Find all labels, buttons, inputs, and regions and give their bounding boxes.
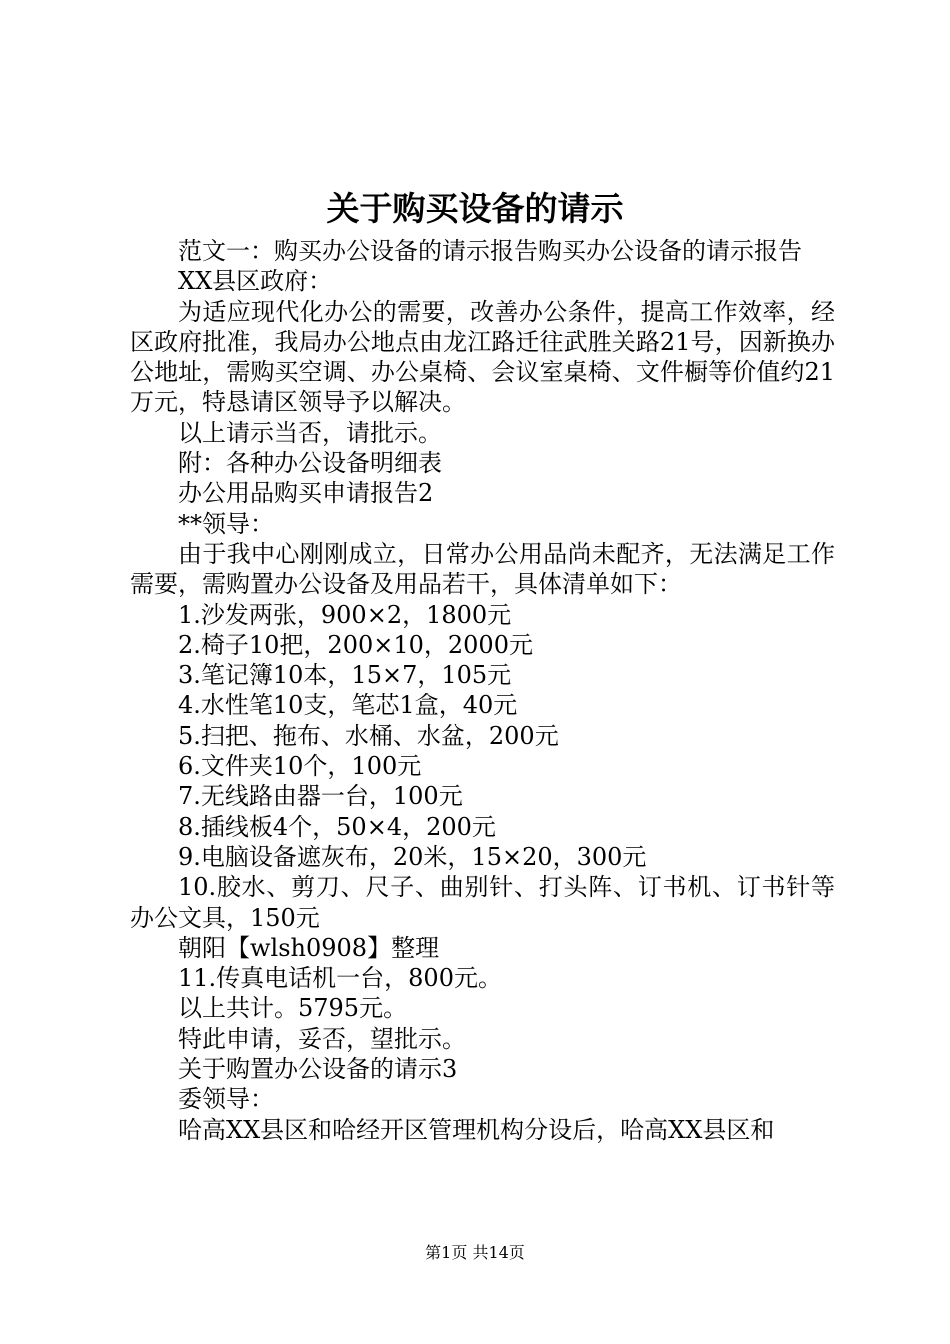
paragraph-intro: 范文一：购买办公设备的请示报告购买办公设备的请示报告	[178, 237, 802, 265]
paragraph-approval: 以上请示当否，请批示。	[178, 418, 442, 447]
document-body	[130, 236, 835, 1145]
paragraph-attachment: 附：各种办公设备明细表	[178, 449, 442, 478]
list-item: 4.水性笔10支，笔芯1盒，40元	[178, 691, 518, 720]
paragraph-addressee-3: 委领导：	[178, 1085, 274, 1114]
paragraph-request: 为适应现代化办公的需要，改善办公条件，提高工作效率，经区政府批准，我局办公地点由龙江路迁往武胜关路21号，因新换办公地址，需购买空调、办公桌椅、会议室桌椅、文件橱等价值约21万元，特恳请区领导予以解决。	[130, 297, 835, 417]
paragraph-total: 以上共计。5795元。	[178, 994, 408, 1023]
paragraph-addressee: XX县区政府：	[178, 267, 333, 296]
paragraph-closing: 特此申请，妥否，望批示。	[178, 1024, 466, 1053]
list-item: 6.文件夹10个，100元	[178, 752, 422, 781]
document-title: 关于购买设备的请示	[326, 189, 624, 228]
paragraph-credit: 朝阳【wlsh0908】整理	[178, 933, 440, 962]
list-item: 7.无线路由器一台，100元	[178, 782, 463, 811]
list-item: 2.椅子10把，200×10，2000元	[178, 630, 533, 659]
list-item: 5.扫把、拖布、水桶、水盆，200元	[178, 721, 559, 750]
paragraph-reason: 由于我中心刚刚成立，日常办公用品尚未配齐，无法满足工作需要，需购置办公设备及用品若干，具体清单如下：	[130, 539, 835, 599]
paragraph-heading-2: 办公用品购买申请报告2	[178, 479, 434, 508]
page-footer: 第1页 共14页	[425, 1243, 525, 1262]
list-item: 9.电脑设备遮灰布，20米，15×20，300元	[178, 842, 647, 871]
list-item: 8.插线板4个，50×4，200元	[178, 812, 496, 841]
list-item: 3.笔记簿10本，15×7，105元	[178, 661, 512, 690]
list-item: 11.传真电话机一台，800元。	[178, 964, 502, 993]
list-item: 10.胶水、剪刀、尺子、曲别针、打头阵、订书机、订书针等办公文具，150元	[130, 873, 835, 932]
paragraph-context: 哈高XX县区和哈经开区管理机构分设后，哈高XX县区和	[178, 1115, 775, 1144]
paragraph-heading-3: 关于购置办公设备的请示3	[178, 1055, 458, 1084]
list-item: 1.沙发两张，900×2，1800元	[178, 600, 512, 629]
paragraph-addressee-2: **领导：	[178, 509, 274, 538]
